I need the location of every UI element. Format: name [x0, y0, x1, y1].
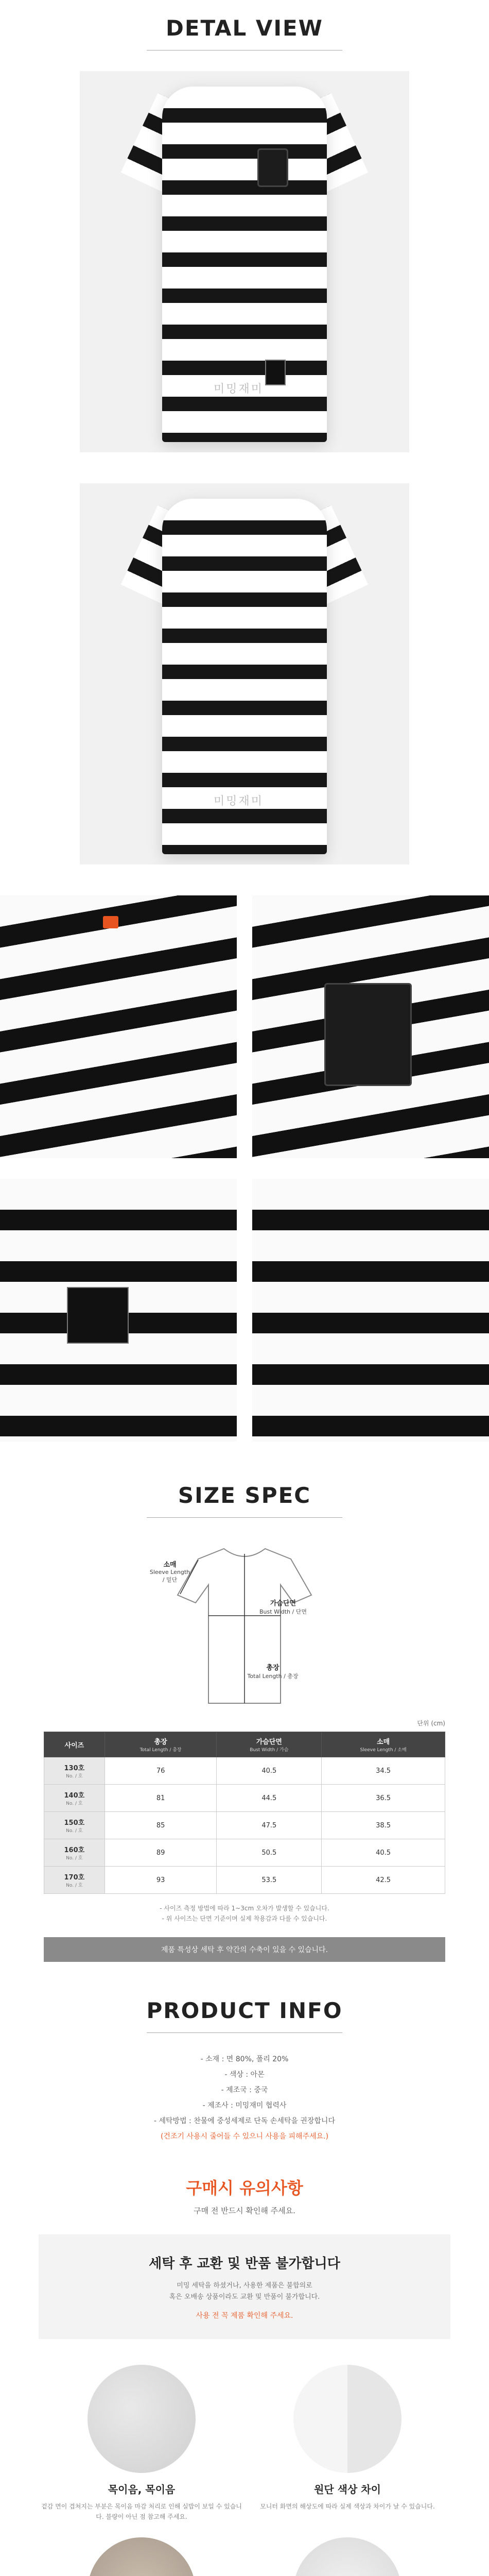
caution-section [0, 2175, 489, 2576]
size-spec-title: SIZE SPEC [178, 1483, 311, 1508]
no-return-body: 미밍 세탁을 하셨거나, 사용한 제품은 불합의로 혹은 오배송 상품이라도 교환 및 반품이 불가합니다. [169, 2282, 320, 2301]
unit-label: 단위 (cm) [417, 1720, 445, 1727]
table-row: 170호 No. / 호 93 53.5 42.5 [44, 1867, 445, 1894]
product-info-title: PRODUCT INFO [146, 1998, 343, 2023]
color-swatch-icon [293, 2365, 401, 2473]
size-spec-table [44, 1732, 445, 1894]
collar-tag [103, 916, 118, 928]
caution-subtitle: 구매 전 반드시 확인해 주세요. [194, 2206, 295, 2215]
fabric-texture-icon [88, 2365, 196, 2473]
r-patch-icon [324, 983, 412, 1086]
product-photo-back [80, 483, 409, 865]
caution-title: 구매시 유의사항 [186, 2178, 303, 2198]
table-row: 130호 No. / 호 76 40.5 34.5 [44, 1757, 445, 1785]
table-row: 160호 No. / 호 89 50.5 40.5 [44, 1839, 445, 1867]
seam-closeup-icon [88, 2537, 196, 2576]
care-item: 원단 색상 차이 모니터 화면의 해상도에 따라 실제 색상과 차이가 날 수 있습니다. [244, 2365, 450, 2522]
length-annotation: 총장 Total Length / 총장 [247, 1664, 299, 1680]
watermark: 미밍재미 [214, 383, 264, 396]
table-row: 150호 No. / 호 85 47.5 38.5 [44, 1812, 445, 1839]
no-return-box [39, 2234, 450, 2339]
no-return-emphasis: 사용 전 꼭 제품 확인해 주세요. [196, 2312, 293, 2320]
care-grid [39, 2365, 450, 2576]
size-spec-section [0, 1483, 489, 1962]
care-item: 목이음, 목이음 겉감 면이 겹쳐지는 부분은 목이음 마감 처리로 인해 실밥이 보일 수 있습니다. 불량이 아닌 점 참고해 주세요. [39, 2365, 244, 2522]
detail-crop-hem [252, 1179, 489, 1442]
label-tag [67, 1287, 129, 1344]
detail-crop-patch [252, 895, 489, 1158]
r-patch-icon [257, 148, 288, 187]
sleeve-annotation: 소매 Sleeve Length / 밑단 [149, 1561, 190, 1583]
watermark: 미밍재미 [214, 795, 264, 808]
table-header-row: 사이즈 총장 Total Length / 총장 가슴단면 Bust Width / 가슴 소매 Sleeve Length / 소매 [44, 1732, 445, 1757]
detail-crop-collar [0, 895, 237, 1158]
no-return-heading: 세탁 후 교환 및 반품 불가합니다 [149, 2256, 340, 2272]
size-notes: - 사이즈 측정 방법에 따라 1~3cm 오차가 발생할 수 있습니다. - 위 사이즈는 단면 기준이며 실제 착용감과 다를 수 있습니다. [160, 1905, 329, 1922]
detail-crop-label [0, 1179, 237, 1442]
table-row: 140호 No. / 호 81 44.5 36.5 [44, 1785, 445, 1812]
product-photo-front [80, 71, 409, 452]
detail-crops [0, 895, 489, 1442]
shrink-notice-bar: 제품 특성상 세탁 후 약간의 수축이 있을 수 있습니다. [44, 1937, 445, 1962]
stain-closeup-icon [293, 2537, 401, 2576]
product-info-section [0, 1998, 489, 2144]
product-info-lines: - 소재 : 면 80%, 폴리 20% - 색상 : 아몬 - 제조국 : 중국 - 제조사 : 미밍재미 협력사 - 세탁방법 : 찬물에 중성세제로 단독 손세탁을 권장합니다 (건조기 사용시 줄어들 수 있으니 사용을 피해주세요.) [154, 2055, 335, 2141]
detail-view-title: DETAL VIEW [166, 15, 323, 41]
divider [147, 1517, 342, 1518]
chest-annotation: 가슴단면 Bust Width / 단면 [259, 1600, 307, 1615]
tshirt-diagram [149, 1538, 322, 1708]
care-item [244, 2537, 450, 2576]
care-item [39, 2537, 244, 2576]
label-tag [265, 360, 286, 385]
divider [147, 2032, 342, 2033]
